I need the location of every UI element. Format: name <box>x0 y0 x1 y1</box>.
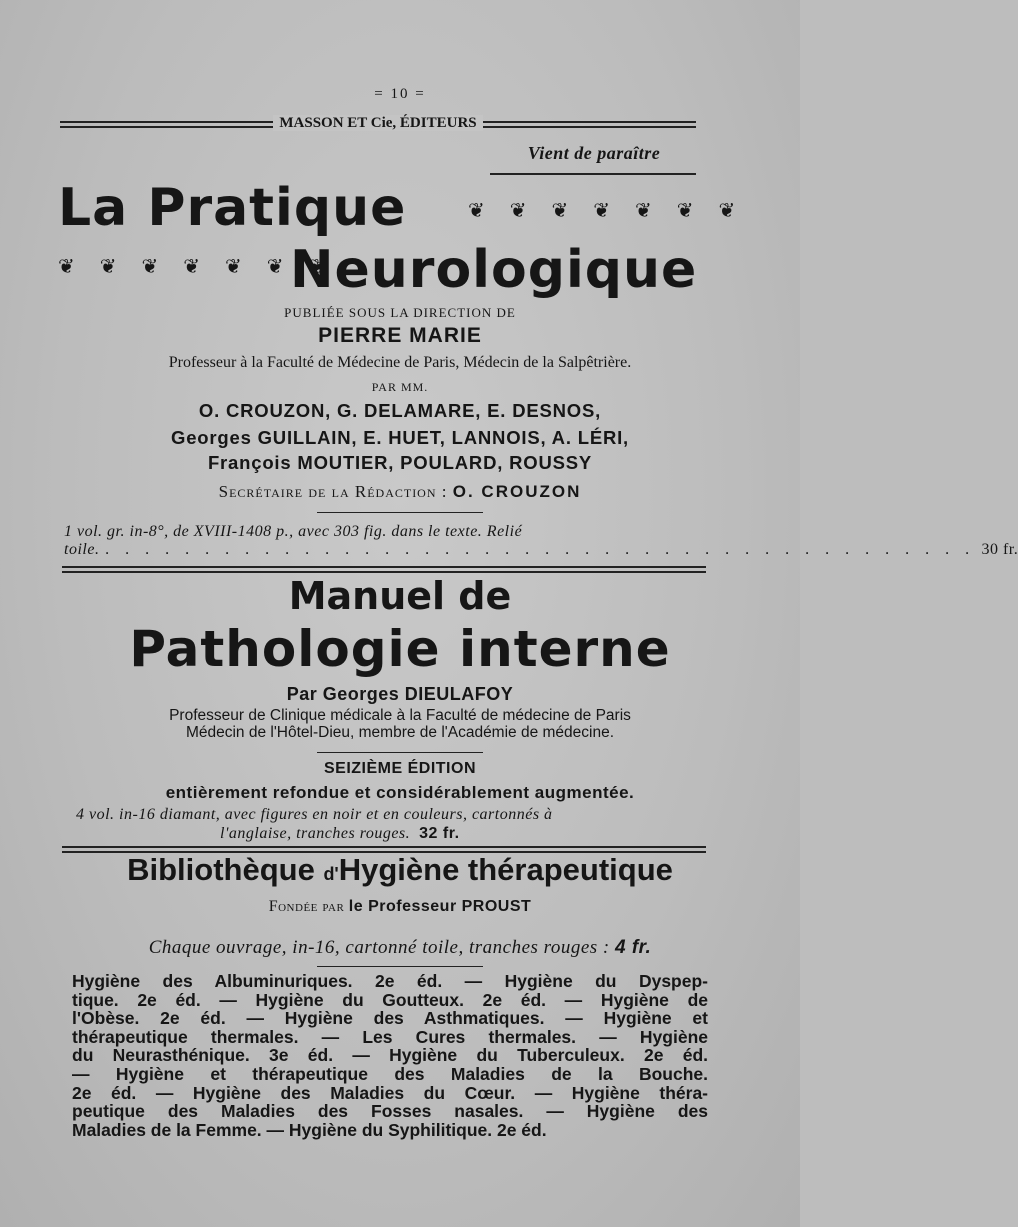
author-title-2: Médecin de l'Hôtel-Dieu, membre de l'Académie de médecine. <box>185 724 615 741</box>
published-under: PUBLIÉE SOUS LA DIRECTION DE <box>284 305 516 320</box>
hygiene-line: peutique des Maladies des Fosses nasales. — Hygiène des <box>72 1101 708 1122</box>
manual-binding: l'anglaise, tranches rouges. <box>220 825 411 842</box>
hygiene-line: — Hygiène et thérapeutique des Maladies de la Bouche. <box>72 1063 708 1084</box>
hygiene-line: du Neurasthénique. 3e éd. — Hygiène du Tuberculeux. 2e éd. <box>72 1045 708 1066</box>
director-name: PIERRE MARIE <box>318 324 482 347</box>
divider-rule <box>317 966 483 967</box>
director-title: Professeur à la Faculté de Médecine de Paris, Médecin de la Salpêtrière. <box>168 354 632 371</box>
hygiene-list <box>72 972 708 1139</box>
manual-volume-line-2 <box>220 825 460 843</box>
format-text: Chaque ouvrage, in-16, cartonné toile, tranches rouges : <box>148 937 610 958</box>
hygiene-line: Hygiène des Albuminuriques. 2e éd. — Hygiène du Dyspep- <box>72 971 708 991</box>
badge-underline <box>490 173 696 175</box>
hygiene-line: 2e éd. — Hygiène des Maladies du Cœur. — Hygiène théra- <box>72 1082 708 1103</box>
authors-line-1: O. CROUZON, G. DELAMARE, E. DESNOS, <box>198 400 602 421</box>
format-line <box>0 937 800 959</box>
new-release-badge: Vient de paraître <box>527 143 661 163</box>
hygiene-line: thérapeutique thermales. — Les Cures thermales. — Hygiène <box>72 1026 708 1047</box>
hygiene-line: Maladies de la Femme. — Hygiène du Syphilitique. 2e éd. <box>72 1119 547 1140</box>
price-2: 32 fr. <box>419 825 460 842</box>
secretary-label: Secrétaire de la Rédaction : <box>218 482 448 501</box>
format-price: 4 fr. <box>615 937 652 958</box>
edition-label: SEIZIÈME ÉDITION <box>323 760 476 777</box>
manual-title-2: Pathologie interne <box>129 620 671 678</box>
manual-volume-line-1: 4 vol. in-16 diamant, avec figures en noir et en couleurs, cartonnés à <box>76 806 553 823</box>
hygiene-line: tique. 2e éd. — Hygiène du Goutteux. 2e éd. — Hygiène de <box>72 989 708 1010</box>
manual-title-1: Manuel de <box>288 574 512 618</box>
ornament-left: ❦ ❦ ❦ ❦ ❦ ❦ ❦ <box>58 256 336 278</box>
secretary-line <box>0 482 800 502</box>
title-line-1: La Pratique <box>58 178 407 238</box>
section-separator <box>62 566 706 573</box>
author-title-1: Professeur de Clinique médicale à la Faculté de médecine de Paris <box>169 707 631 724</box>
manual-author: Par Georges DIEULAFOY <box>286 684 514 704</box>
divider-rule <box>317 752 483 753</box>
publisher-banner <box>60 114 696 136</box>
edition-note: entièrement refondue et considérablement augmentée. <box>165 783 635 802</box>
ornament-right: ❦ ❦ ❦ ❦ ❦ ❦ ❦ <box>468 200 746 222</box>
founded-label: Fondée par <box>268 898 345 915</box>
volume-info <box>64 523 1018 559</box>
founder-name: le Professeur PROUST <box>348 898 532 915</box>
founded-line <box>0 898 800 916</box>
library-title <box>0 852 800 888</box>
secretary-name: O. CROUZON <box>452 482 582 501</box>
authors-line-2: Georges GUILLAIN, E. HUET, LANNOIS, A. LÉRI, <box>171 427 629 448</box>
divider-rule <box>317 512 483 513</box>
library-title-d: d' <box>323 864 339 884</box>
price-1: 30 fr. <box>981 541 1018 558</box>
publisher-name: MASSON ET Cie, ÉDITEURS <box>273 115 482 131</box>
volume-line-1: 1 vol. gr. in-8°, de XVIII-1408 p., avec 303 fig. dans le texte. Relié <box>64 523 523 540</box>
hygiene-line: l'Obèse. 2e éd. — Hygiène des Asthmatiques. — Hygiène et <box>72 1008 708 1029</box>
page-number: = 10 = <box>374 86 426 102</box>
volume-line-2: toile. <box>64 541 100 558</box>
par-mm: PAR MM. <box>371 380 429 394</box>
library-title-b: Hygiène thérapeutique <box>338 852 673 887</box>
authors-line-3: François MOUTIER, POULARD, ROUSSY <box>207 452 593 473</box>
title-line-2: Neurologique <box>290 240 698 300</box>
library-title-a: Bibliothèque <box>127 852 315 887</box>
leader-dots: . . . . . . . . . . . . . . . . . . . . . . . . . . . . . . . . . . . . . . . . . . . . <box>105 541 976 558</box>
